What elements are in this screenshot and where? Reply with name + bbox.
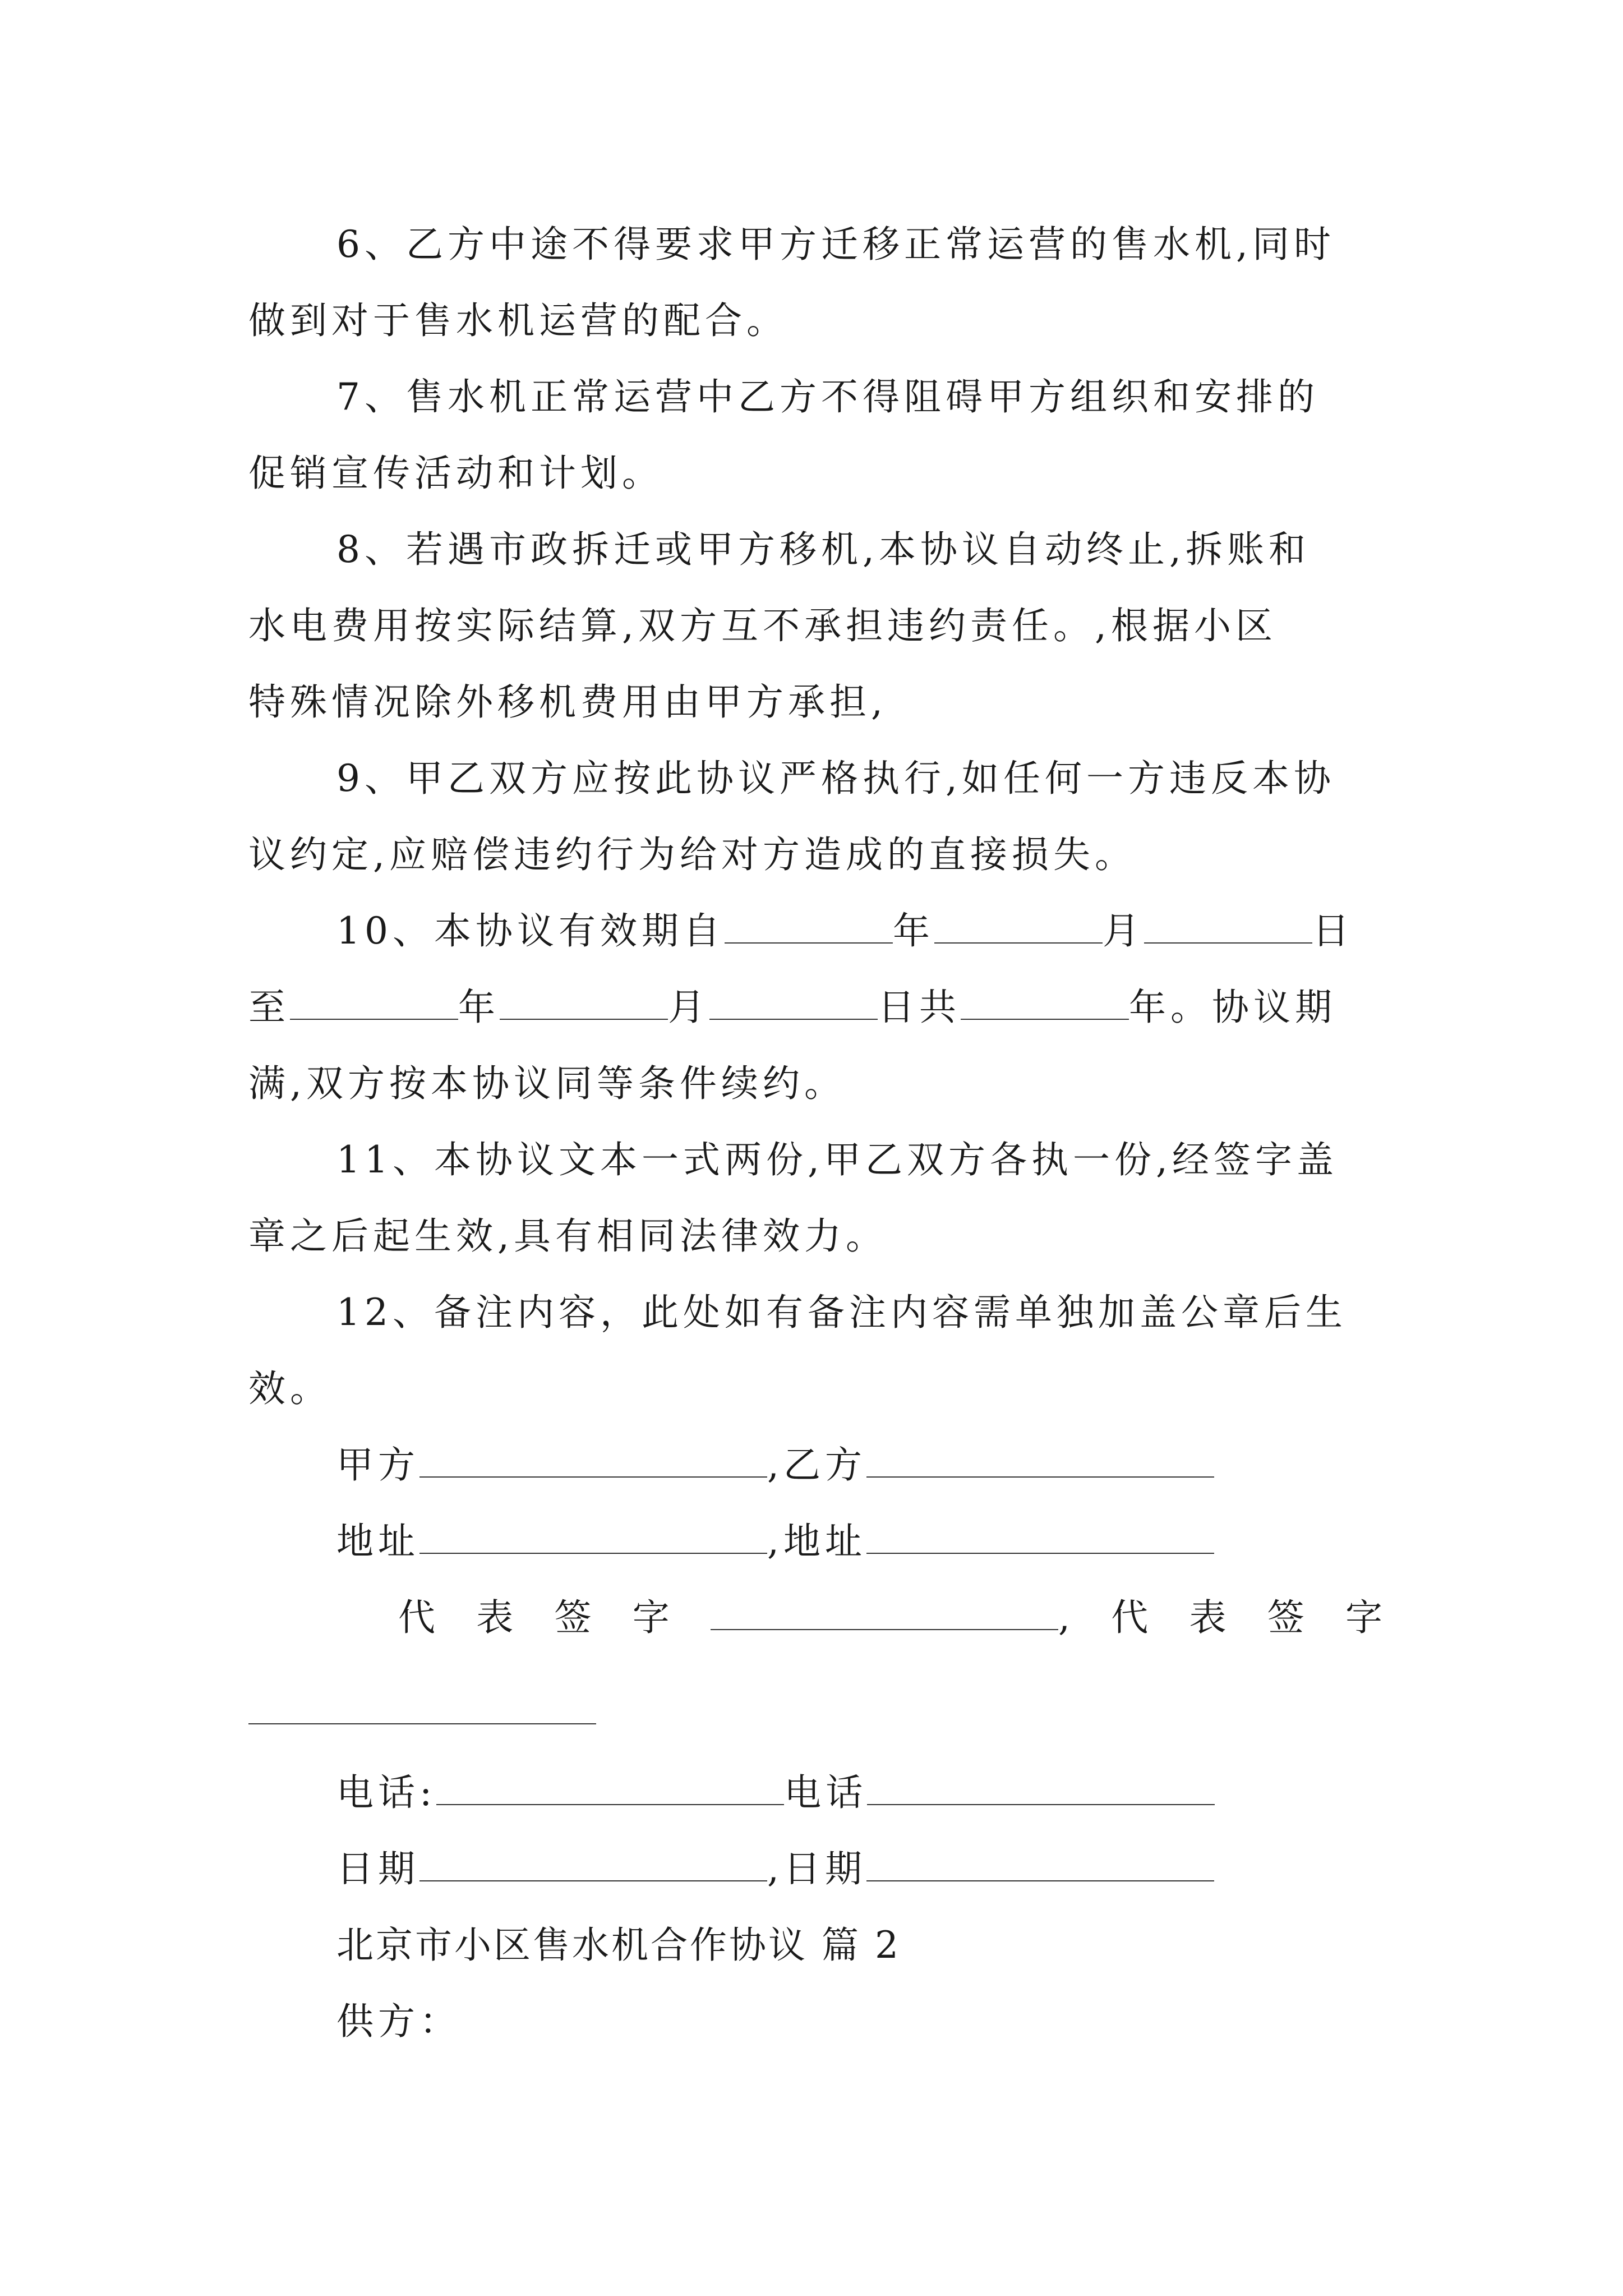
clause-6-line-1: 6、乙方中途不得要求甲方迁移正常运营的售水机,同时 xyxy=(336,223,1335,266)
rep-b-char-1: 代 xyxy=(1111,1596,1153,1639)
rep-a-char-1: 代 xyxy=(398,1596,440,1639)
phone-a-blank xyxy=(436,1772,784,1805)
rep-separator: , xyxy=(1058,1596,1075,1639)
clause-11-line-1: 11、本协议文本一式两份,甲乙双方各执一份,经签字盖 xyxy=(336,1138,1338,1181)
clause-9-line-2: 议约定,应赔偿违约行为给对方造成的直接损失。 xyxy=(248,833,1136,876)
blank-start-year xyxy=(725,910,893,944)
phone-b-label: 电话 xyxy=(784,1771,868,1814)
phone-b-blank xyxy=(867,1772,1215,1805)
clause-11-line-2: 章之后起生效,具有相同法律效力。 xyxy=(248,1214,887,1258)
clause-8-line-2: 水电费用按实际结算,双方互不承担违约责任。,根据小区 xyxy=(248,604,1277,647)
rep-b-char-2: 表 xyxy=(1189,1596,1231,1639)
clause-10-day: 日 xyxy=(1312,909,1354,953)
party-line xyxy=(336,1427,1387,1503)
representative-signature-line xyxy=(398,1580,1387,1656)
rep-b-char-4: 字 xyxy=(1345,1596,1387,1639)
clause-10-year: 年 xyxy=(892,909,934,953)
next-section-title: 北京市小区售水机合作协议 篇 2 xyxy=(336,1924,901,1967)
clause-10-line-3: 满,双方按本协议同等条件续约。 xyxy=(248,1062,846,1105)
blank-end-day xyxy=(709,986,878,1020)
clause-9-line-1: 9、甲乙双方应按此协议严格执行,如任何一方违反本协 xyxy=(336,757,1335,800)
clause-12-line-2: 效。 xyxy=(248,1367,331,1410)
clause-10-prefix: 10、本协议有效期自 xyxy=(336,909,725,953)
clause-12-line-1: 12、备注内容，此处如有备注内容需单独加盖公章后生 xyxy=(336,1291,1347,1334)
rep-a-char-2: 表 xyxy=(476,1596,518,1639)
address-a-blank xyxy=(419,1520,767,1554)
rep-b-char-3: 签 xyxy=(1267,1596,1309,1639)
date-b-blank xyxy=(866,1848,1214,1881)
blank-total-years xyxy=(961,986,1129,1020)
clause-10-end-year: 年 xyxy=(458,986,500,1029)
blank-end-year xyxy=(290,986,458,1020)
clause-10-line-1 xyxy=(336,893,1387,969)
blank-end-month xyxy=(500,986,668,1020)
address-line xyxy=(336,1503,1387,1580)
party-a-label: 甲方 xyxy=(336,1443,419,1487)
party-b-blank xyxy=(866,1444,1214,1478)
clause-10-end-day: 日共 xyxy=(878,986,961,1029)
clause-10-end-text: 年。协议期 xyxy=(1129,986,1336,1029)
party-b-label: ,乙方 xyxy=(767,1443,866,1487)
address-b-blank xyxy=(866,1520,1214,1554)
rep-a-char-3: 签 xyxy=(554,1596,596,1639)
rep-a-char-4: 字 xyxy=(632,1596,674,1639)
supplier-label: 供方： xyxy=(336,2000,461,2043)
phone-a-label: 电话: xyxy=(336,1771,437,1814)
clause-7-line-2: 促销宣传活动和计划。 xyxy=(248,452,663,495)
clause-6-line-2: 做到对于售水机运营的配合。 xyxy=(248,299,788,342)
blank-start-month xyxy=(934,910,1103,944)
address-a-label: 地址 xyxy=(336,1520,419,1563)
address-b-label: ,地址 xyxy=(767,1520,866,1563)
clause-10-line-2 xyxy=(248,969,1387,1046)
clause-7-line-1: 7、售水机正常运营中乙方不得阻碍甲方组织和安排的 xyxy=(336,375,1319,418)
phone-line xyxy=(336,1755,1387,1831)
date-a-blank xyxy=(419,1848,767,1881)
blank-start-day xyxy=(1144,910,1312,944)
clause-10-month: 月 xyxy=(1102,909,1144,953)
clause-10-to: 至 xyxy=(248,986,290,1029)
rep-a-blank xyxy=(711,1596,1058,1630)
clause-10-end-month: 月 xyxy=(668,986,709,1029)
date-b-label: ,日期 xyxy=(767,1847,866,1890)
date-a-label: 日期 xyxy=(336,1847,419,1890)
rep-b-blank xyxy=(248,1723,596,1724)
date-line xyxy=(336,1831,1387,1907)
clause-8-line-3: 特殊情况除外移机费用由甲方承担, xyxy=(248,680,887,724)
clause-8-line-1: 8、若遇市政拆迁或甲方移机,本协议自动终止,拆账和 xyxy=(336,528,1310,571)
party-a-blank xyxy=(419,1444,767,1478)
